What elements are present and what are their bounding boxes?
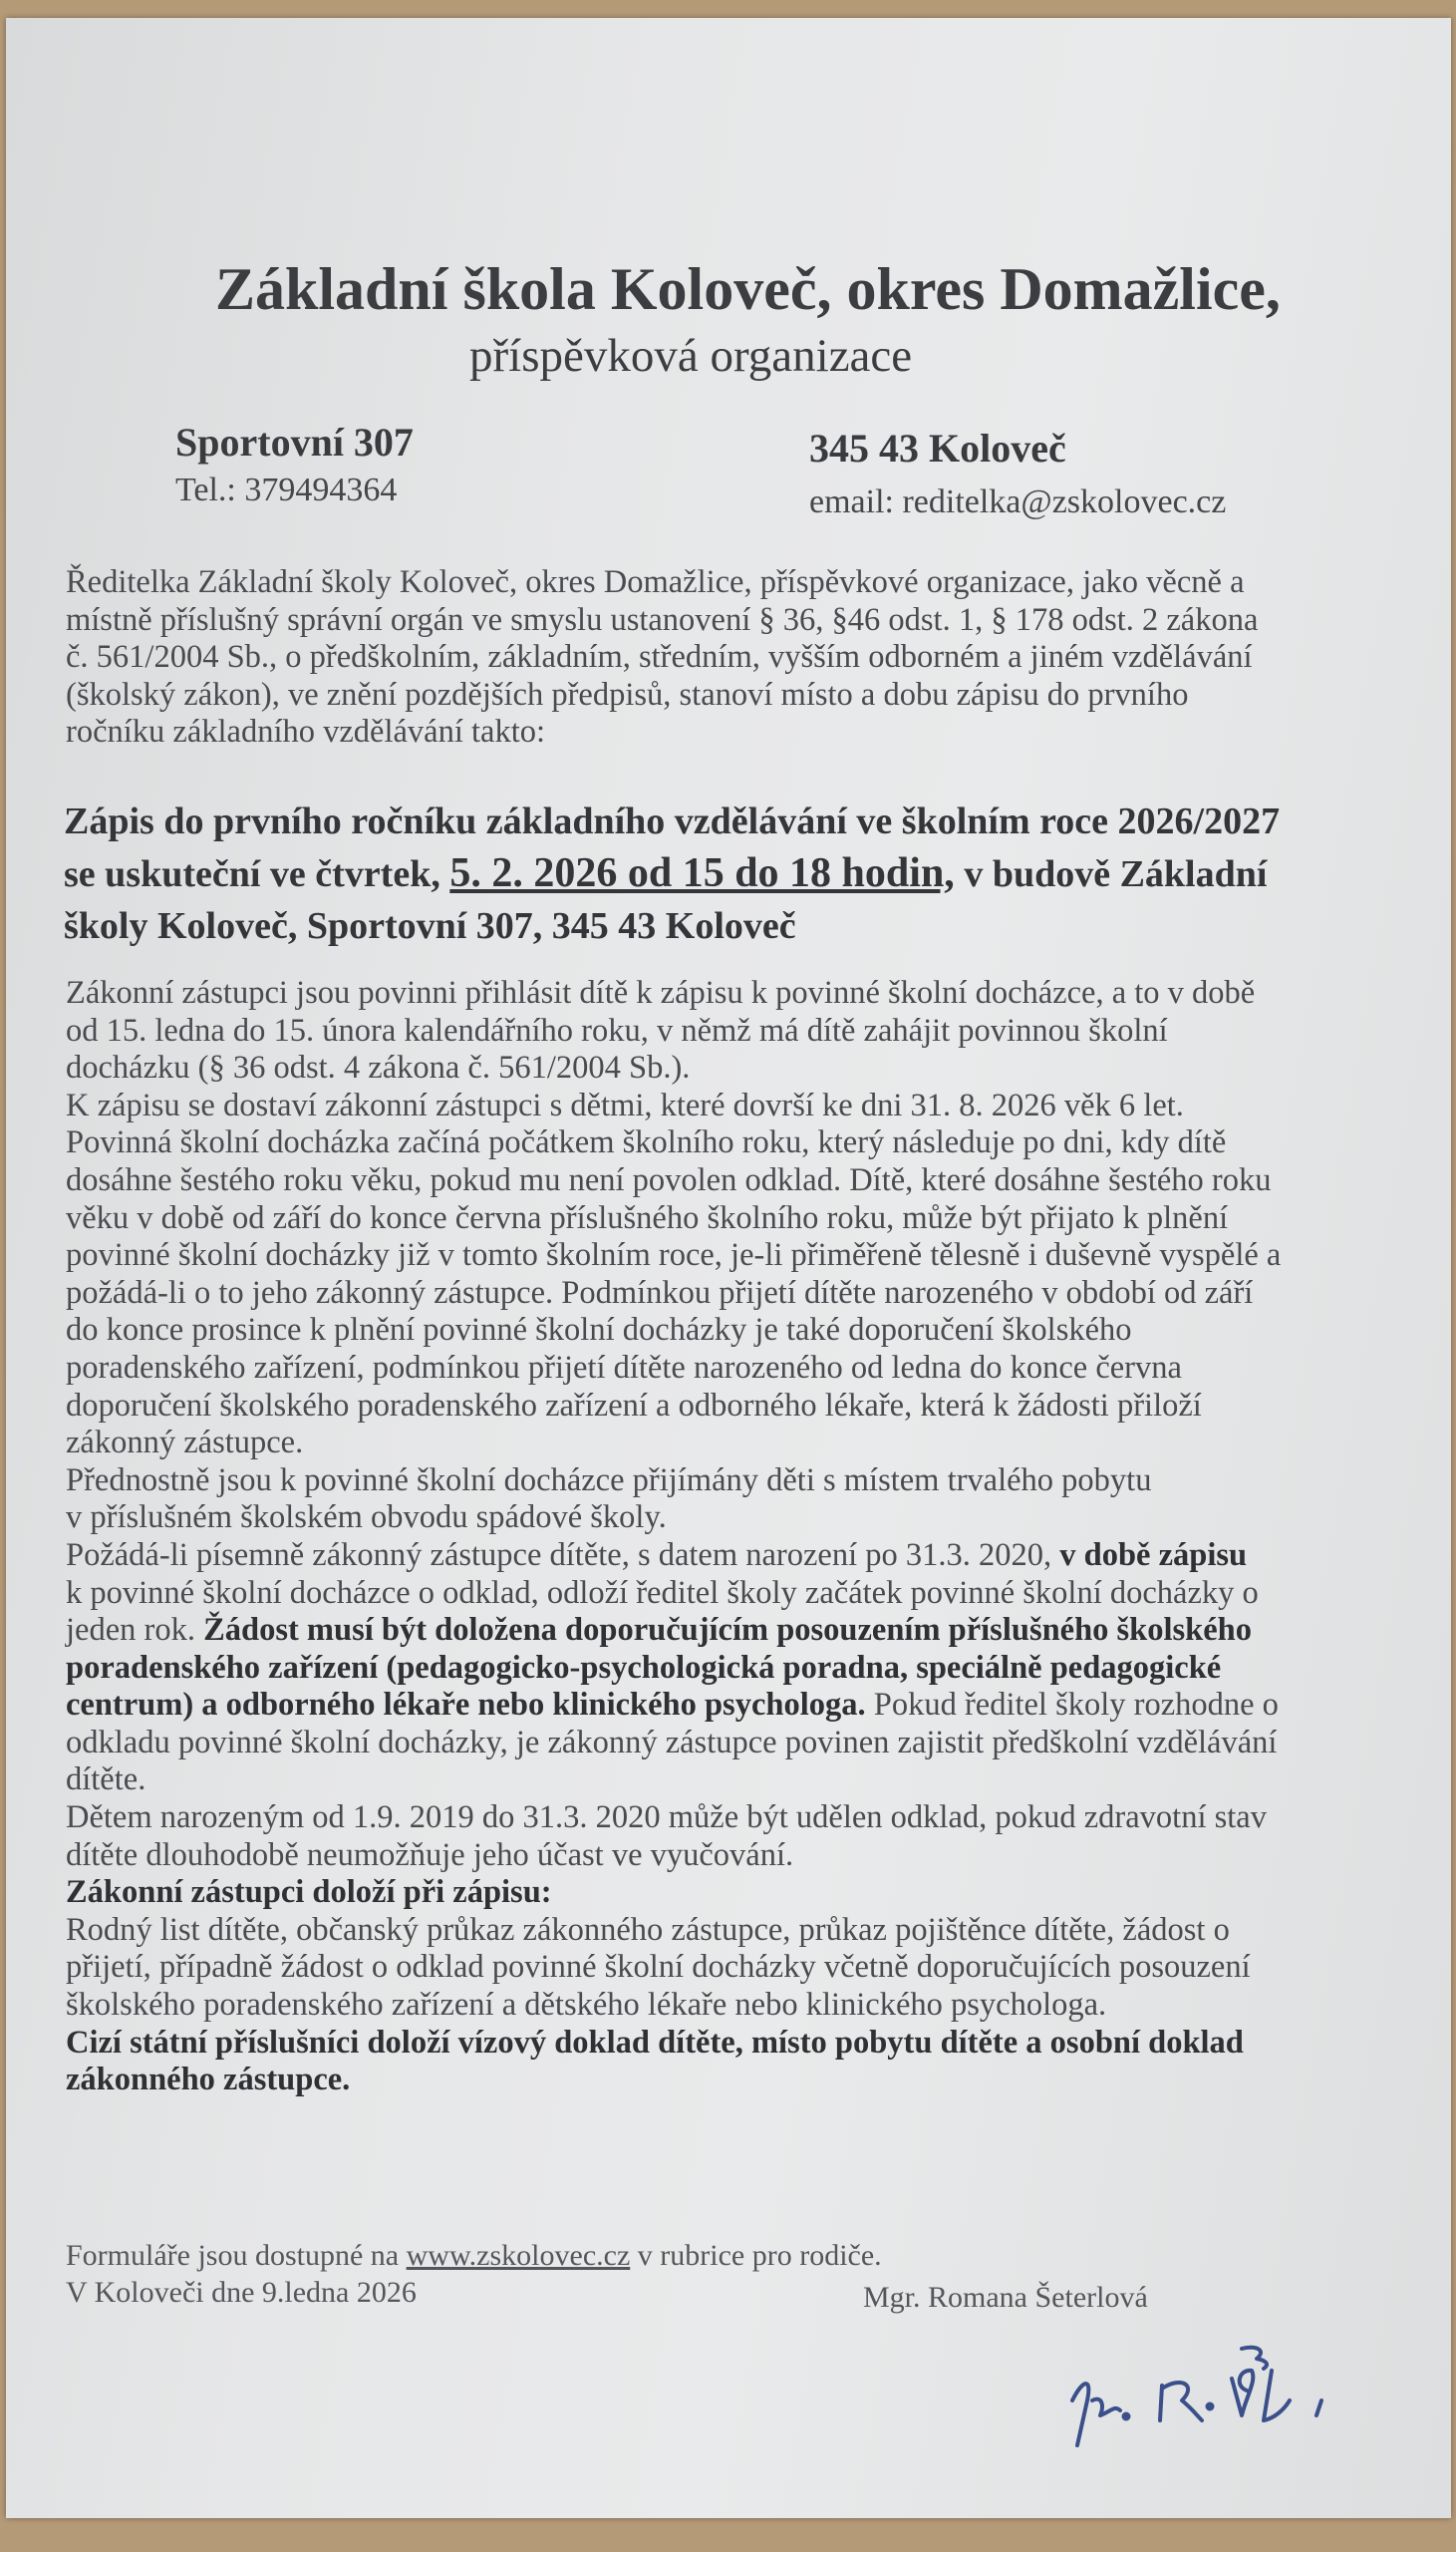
body-text: Požádá-li písemně zákonný zástupce dítěte, s datem narození po 31.3. 2020, xyxy=(66,1536,1060,1573)
body-line: v příslušném školském obvodu spádové školy. xyxy=(66,1499,667,1536)
body-line: K zápisu se dostaví zákonní zástupci s dětmi, které dovrší ke dni 31. 8. 2026 věk 6 let. xyxy=(66,1087,1184,1123)
street-address: Sportovní 307 xyxy=(175,420,414,465)
body-text: jeden rok. xyxy=(66,1612,204,1649)
body-line: docházku (§ 36 odst. 4 zákona č. 561/2004 Sb.). xyxy=(66,1050,691,1087)
body-line: Zákonní zástupci doloží při zápisu: xyxy=(66,1874,552,1911)
body-line: Rodný list dítěte, občanský průkaz zákonného zástupce, průkaz pojištěnce dítěte, žádost o xyxy=(66,1911,1230,1948)
notice-sheet xyxy=(6,18,1451,2518)
school-name: Základní škola Koloveč, okres Domažlice, xyxy=(215,256,1281,322)
body-line: povinné školní docházky již v tomto školním roce, je-li přiměřeně tělesně i duševně vyspělé a xyxy=(66,1237,1282,1274)
main-body xyxy=(66,975,1281,2099)
body-line: od 15. ledna do 15. února kalendářního roku, v němž má dítě zahájit povinnou školní xyxy=(66,1012,1168,1049)
intro-line: č. 561/2004 Sb., o předškolním, základním, středním, vyšším odborném a jiném vzdělávání xyxy=(66,639,1253,676)
school-website-link[interactable]: www.zskolovec.cz xyxy=(406,2239,631,2272)
body-line: Cizí státní příslušníci doloží vízový doklad dítěte, místo pobytu dítěte a osobní doklad xyxy=(66,2024,1244,2061)
body-text-bold: Žádost musí být doložena doporučujícím posouzením příslušného školského xyxy=(203,1612,1253,1649)
body-line: zákonný zástupce. xyxy=(66,1425,304,1461)
headline-text: v budově Základní xyxy=(954,853,1268,895)
headline-line: školy Koloveč, Sportovní 307, 345 43 Koloveč xyxy=(64,905,796,947)
intro-line: Ředitelka Základní školy Koloveč, okres Domažlice, příspěvkové organizace, jako věcně a xyxy=(66,564,1245,600)
headline-line xyxy=(64,847,1280,900)
enrollment-date: 5. 2. 2026 od 15 do 18 hodin, xyxy=(449,850,955,896)
body-line: věku v době od září do konce června příslušného školního roku, může být přijato k plnění xyxy=(66,1199,1229,1236)
body-line: požádá-li o to jeho zákonný zástupce. Podmínkou přijetí dítěte narozeného v období od září xyxy=(66,1274,1254,1311)
body-line: zákonného zástupce. xyxy=(66,2062,351,2098)
email-address: email: reditelka@zskolovec.cz xyxy=(809,483,1227,520)
footer-text: Formuláře jsou dostupné na xyxy=(66,2239,407,2272)
body-line xyxy=(66,1687,1281,1725)
intro-line: ročníku základního vzdělávání takto: xyxy=(66,714,546,751)
body-line: poradenského zařízení, podmínkou přijetí dítěte narozeného od ledna do konce června xyxy=(66,1349,1182,1386)
place-date: V Koloveči dne 9.ledna 2026 xyxy=(66,2276,417,2309)
body-line xyxy=(66,1612,1281,1650)
footer-text: v rubrice pro rodiče. xyxy=(630,2239,882,2272)
body-line: školského poradenského zařízení a dětského lékaře nebo klinického psychologa. xyxy=(66,1987,1107,2024)
forms-note xyxy=(66,2239,882,2273)
body-text-bold: centrum) a odborného lékaře nebo klinického psychologa. xyxy=(66,1687,866,1724)
body-line xyxy=(66,1537,1281,1575)
body-line: přijetí, případně žádost o odklad povinné školní docházky včetně doporučujících posouzení xyxy=(66,1949,1251,1986)
body-line: doporučení školského poradenského zařízení a odborného lékaře, která k žádosti přiloží xyxy=(66,1387,1202,1424)
headline-text: se uskuteční ve čtvrtek, xyxy=(64,853,450,895)
body-line: odkladu povinné školní docházky, je zákonný zástupce povinen zajistit předškolní vzdělávání xyxy=(66,1724,1278,1760)
body-line: do konce prosince k plnění povinné školní docházky je také doporučení školského xyxy=(66,1312,1132,1349)
enrollment-headline xyxy=(64,796,1280,952)
body-line: Zákonní zástupci jsou povinni přihlásit dítě k zápisu k povinné školní docházce, a to v době xyxy=(66,975,1256,1011)
body-line: dítěte. xyxy=(66,1761,146,1798)
body-line: poradenského zařízení (pedagogicko-psychologická poradna, speciálně pedagogické xyxy=(66,1649,1222,1686)
intro-paragraph xyxy=(66,564,1258,752)
intro-line: místně příslušný správní orgán ve smyslu ustanovení § 36, §46 odst. 1, § 178 odst. 2 zákona xyxy=(66,601,1259,638)
body-line: Dětem narozeným od 1.9. 2019 do 31.3. 2020 může být udělen odklad, pokud zdravotní stav xyxy=(66,1799,1267,1836)
body-line: Přednostně jsou k povinné školní docházce přijímány děti s místem trvalého pobytu xyxy=(66,1461,1152,1498)
body-line: Povinná školní docházka začíná počátkem školního roku, který následuje po dni, kdy dítě xyxy=(66,1124,1227,1161)
body-text: Pokud ředitel školy rozhodne o xyxy=(865,1687,1279,1724)
body-text-bold: v době zápisu xyxy=(1059,1536,1248,1573)
body-line: dítěte dlouhodobě neumožňuje jeho účast ve vyučování. xyxy=(66,1836,794,1873)
body-line: dosáhne šestého roku věku, pokud mu není povolen odklad. Dítě, které dosáhne šestého roku xyxy=(66,1161,1272,1198)
intro-line: (školský zákon), ve znění pozdějších předpisů, stanoví místo a dobu zápisu do prvního xyxy=(66,676,1189,713)
postal-city: 345 43 Koloveč xyxy=(809,426,1066,471)
headline-line: Zápis do prvního ročníku základního vzdělávání ve školním roce 2026/2027 xyxy=(64,800,1281,842)
handwritten-signature xyxy=(1042,2341,1361,2450)
signatory-name: Mgr. Romana Šeterlová xyxy=(863,2281,1148,2314)
body-line: k povinné školní docházce o odklad, odloží ředitel školy začátek povinné školní docházky o xyxy=(66,1574,1259,1611)
organization-type: příspěvková organizace xyxy=(469,330,913,382)
phone-number: Tel.: 379494364 xyxy=(175,472,398,508)
